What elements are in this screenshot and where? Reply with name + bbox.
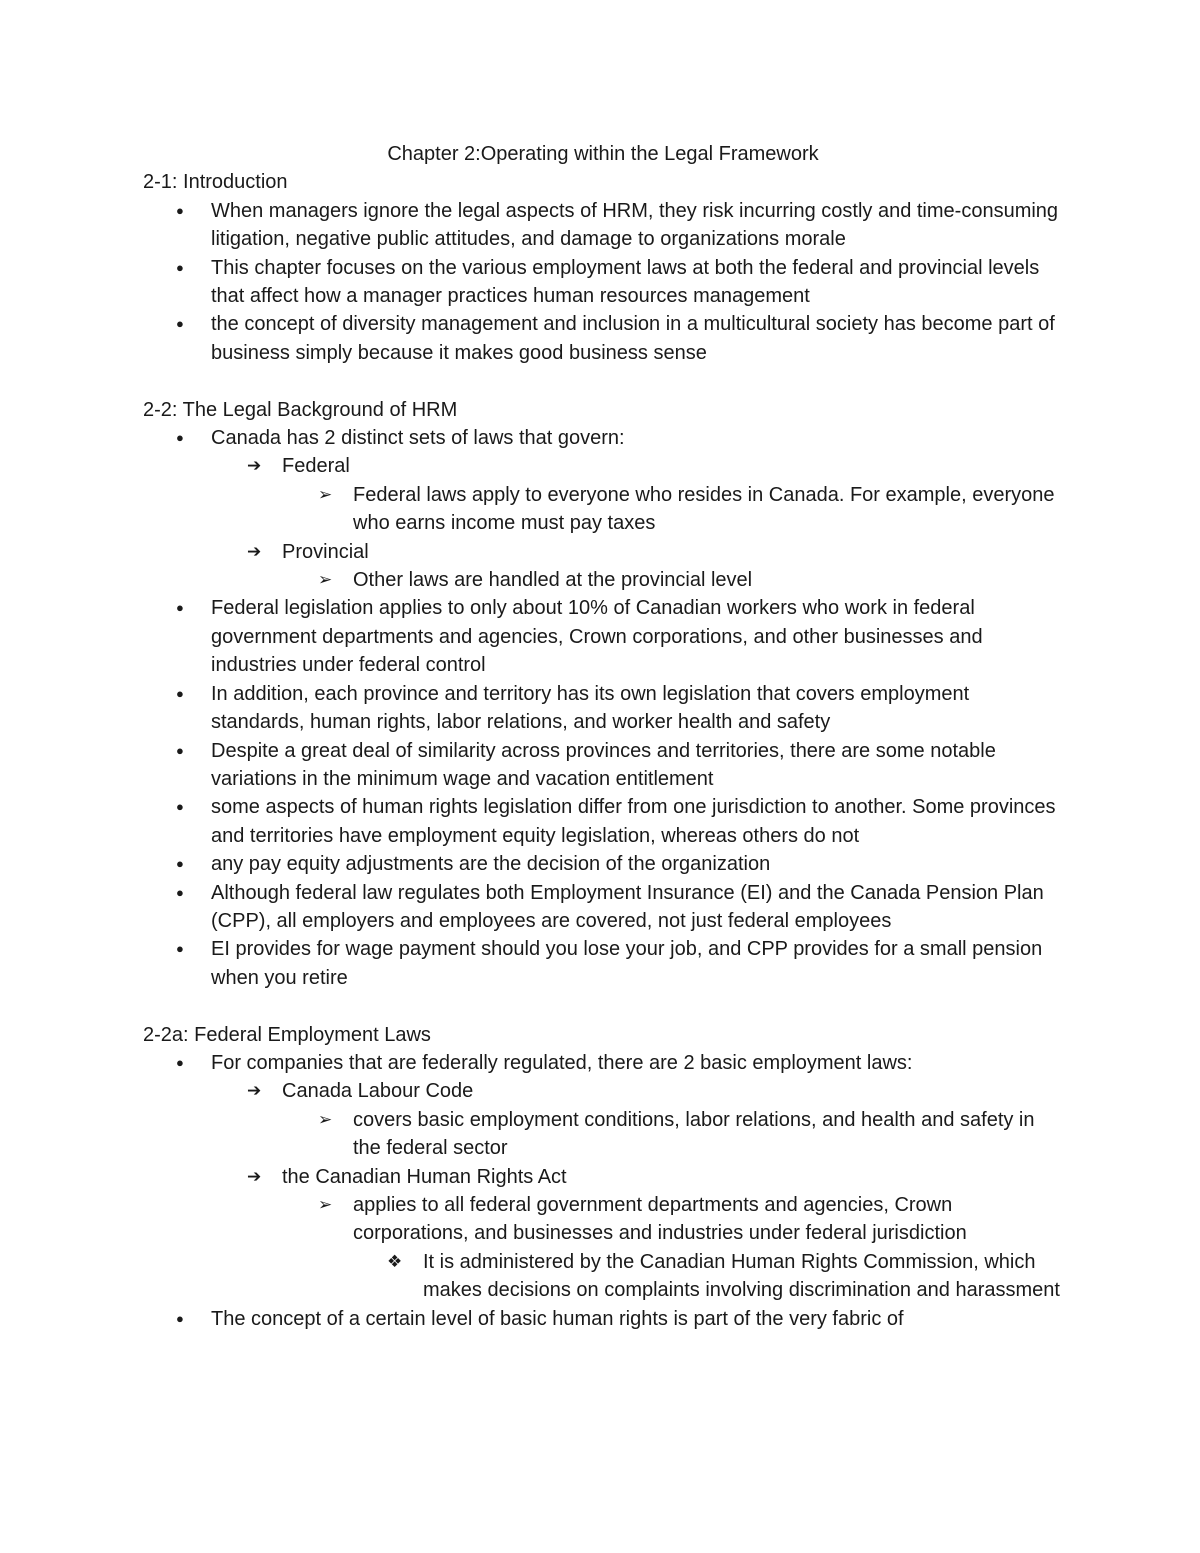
bullet-dot-icon: ● <box>176 856 184 872</box>
list-item <box>143 737 1063 794</box>
list-item-text: Other laws are handled at the provincial level <box>353 569 753 592</box>
list-item <box>143 1191 1063 1248</box>
list-item-text: Canada Labour Code <box>282 1080 474 1103</box>
list-item-text: When managers ignore the legal aspects of HRM, they risk incurring costly and time-consuming litigation, negative public attitudes, and damage to organizations morale <box>211 199 1059 251</box>
list-item <box>143 1049 1063 1077</box>
list-item <box>143 424 1063 452</box>
list-item <box>143 566 1063 594</box>
bullet-arrow-icon: ➔ <box>247 1166 262 1186</box>
bullet-arrow-icon: ➔ <box>247 541 262 561</box>
bullet-list <box>143 424 1063 992</box>
bullet-dot-icon: ● <box>176 1054 184 1070</box>
bullet-diamond-icon: ❖ <box>387 1251 403 1271</box>
document-page <box>143 140 1063 1333</box>
section-heading: 2-2a: Federal Employment Laws <box>143 1023 431 1046</box>
document-title: Chapter 2:Operating within the Legal Framework <box>387 143 819 165</box>
list-item-text: It is administered by the Canadian Human Rights Commission, which makes decisions on complaints involving discrimination and harassment <box>423 1250 1060 1302</box>
list-item-text: Despite a great deal of similarity across provinces and territories, there are some notable variations in the minimum wage and vacation entitlement <box>211 739 996 790</box>
list-item <box>143 935 1063 992</box>
bullet-dot-icon: ● <box>176 430 184 446</box>
list-item-text: Canada has 2 distinct sets of laws that govern: <box>211 427 625 450</box>
bullet-dot-icon: ● <box>176 941 184 957</box>
bullet-dot-icon: ● <box>176 799 184 815</box>
list-item <box>143 481 1063 538</box>
list-item <box>143 1077 1063 1105</box>
bullet-arrow-icon: ➔ <box>247 1081 262 1101</box>
list-item <box>143 594 1063 679</box>
bullet-dot-icon: ● <box>176 685 184 701</box>
list-item <box>143 1163 1063 1191</box>
bullet-dot-icon: ● <box>176 202 184 218</box>
list-item-text: Although federal law regulates both Employment Insurance (EI) and the Canada Pension Plan (CPP), all employers and employees are covered, not just federal employees <box>211 881 1044 932</box>
list-item <box>143 1248 1063 1305</box>
list-item-text: Provincial <box>282 540 369 563</box>
bullet-dot-icon: ● <box>176 1310 184 1326</box>
section-heading: 2-1: Introduction <box>143 171 288 194</box>
spacer <box>143 367 1063 395</box>
list-item-text: EI provides for wage payment should you lose your job, and CPP provides for a small pension when you retire <box>211 938 1043 989</box>
bullet-list <box>143 1049 1063 1333</box>
bullet-arrowhead-icon: ➢ <box>318 484 333 504</box>
list-item-text: The concept of a certain level of basic human rights is part of the very fabric of <box>211 1307 904 1330</box>
list-item <box>143 850 1063 878</box>
list-item-text: covers basic employment conditions, labor relations, and health and safety in the federal sector <box>353 1108 1035 1160</box>
list-item-text: For companies that are federally regulated, there are 2 basic employment laws: <box>211 1051 913 1074</box>
list-item <box>143 254 1063 311</box>
bullet-dot-icon: ● <box>176 884 184 900</box>
bullet-list <box>143 197 1063 367</box>
bullet-dot-icon: ● <box>176 259 184 275</box>
list-item-text: This chapter focuses on the various employment laws at both the federal and provincial levels that affect how a manager practices human resources management <box>211 256 1040 308</box>
bullet-dot-icon: ● <box>176 742 184 758</box>
list-item-text: applies to all federal government departments and agencies, Crown corporations, and businesses and industries under federal jurisdiction <box>353 1194 967 1245</box>
bullet-dot-icon: ● <box>176 600 184 616</box>
list-item-text: Federal <box>282 455 350 478</box>
bullet-arrowhead-icon: ➢ <box>318 1109 333 1129</box>
bullet-dot-icon: ● <box>176 316 184 332</box>
list-item-text: In addition, each province and territory has its own legislation that covers employment standards, human rights, labor relations, and worker health and safety <box>211 682 970 734</box>
list-item <box>143 1305 1063 1333</box>
list-item <box>143 452 1063 480</box>
bullet-arrowhead-icon: ➢ <box>318 570 333 590</box>
list-item <box>143 310 1063 367</box>
list-item <box>143 793 1063 850</box>
list-item-text: any pay equity adjustments are the decision of the organization <box>211 853 771 876</box>
list-item <box>143 879 1063 936</box>
list-item-text: some aspects of human rights legislation differ from one jurisdiction to another. Some provinces and territories have employment equity legislation, whereas others do not <box>211 796 1056 847</box>
list-item-text: Federal laws apply to everyone who resides in Canada. For example, everyone who earns income must pay taxes <box>353 483 1055 535</box>
list-item-text: the concept of diversity management and inclusion in a multicultural society has become part of business simply because it makes good business sense <box>211 313 1055 364</box>
section-heading: 2-2: The Legal Background of HRM <box>143 398 458 421</box>
list-item <box>143 197 1063 254</box>
bullet-arrowhead-icon: ➢ <box>318 1195 333 1214</box>
list-item <box>143 1106 1063 1163</box>
list-item-text: Federal legislation applies to only about 10% of Canadian workers who work in federal government departments and agencies, Crown corporations, and other businesses and industries under federal control <box>211 597 983 677</box>
bullet-arrow-icon: ➔ <box>247 456 262 476</box>
list-item <box>143 680 1063 737</box>
list-item-text: the Canadian Human Rights Act <box>282 1165 567 1188</box>
list-item <box>143 538 1063 566</box>
spacer <box>143 992 1063 1020</box>
